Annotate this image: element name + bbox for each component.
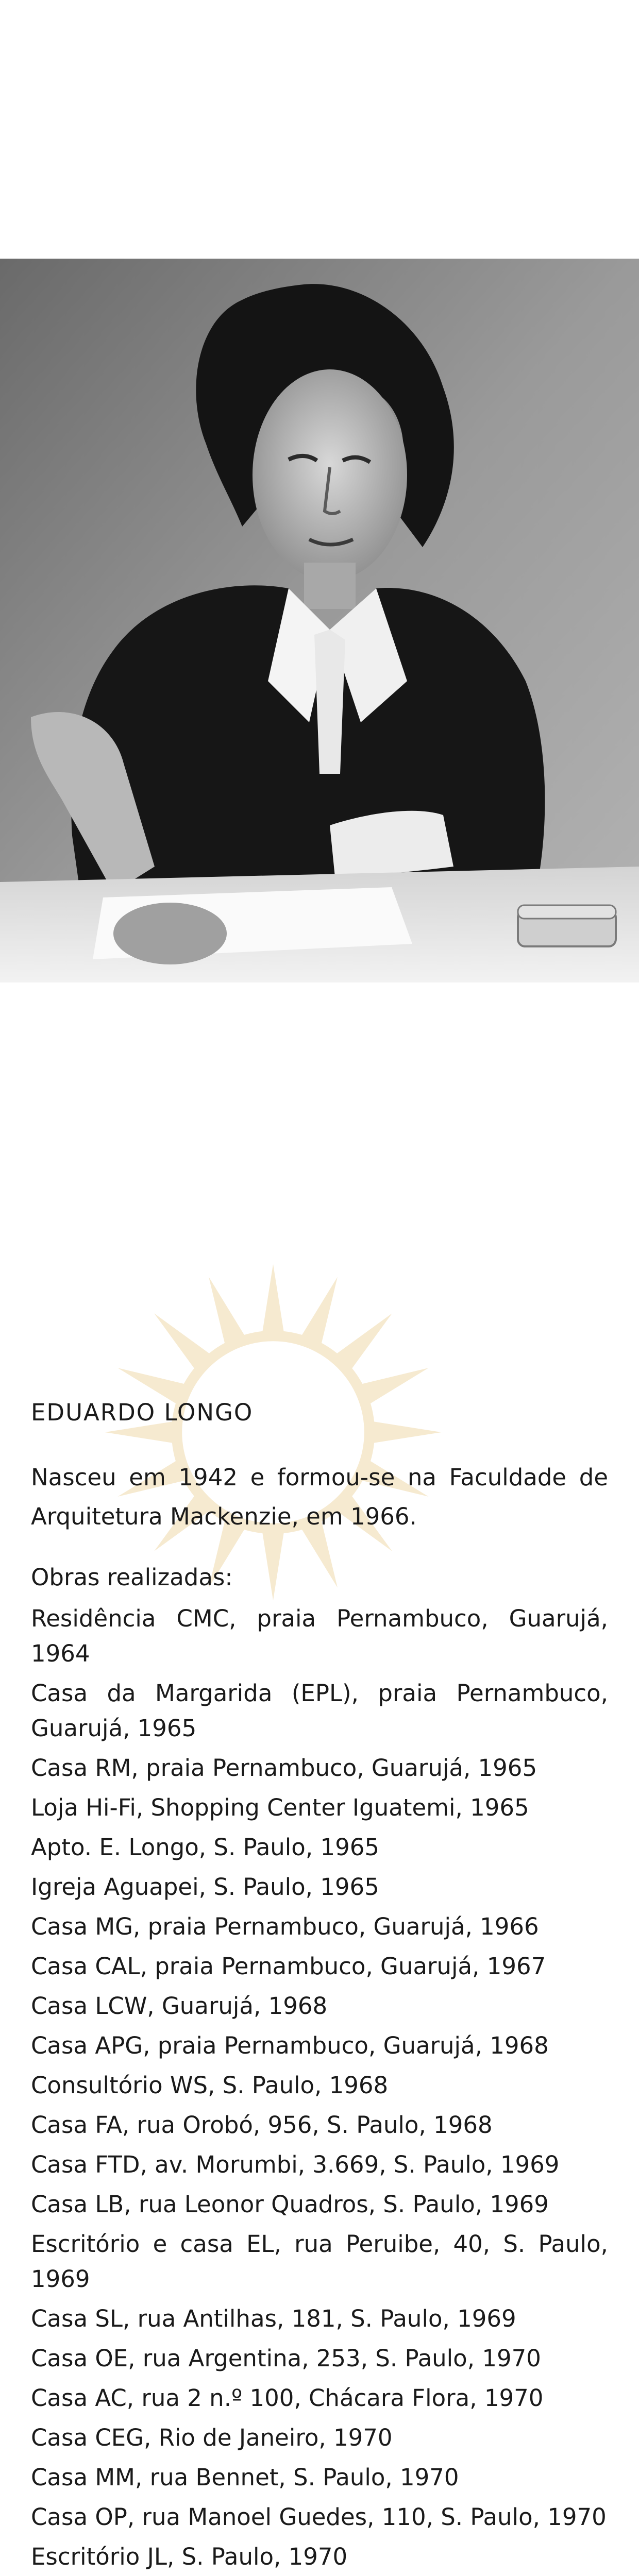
work-item: Casa LCW, Guarujá, 1968 — [31, 1992, 328, 2020]
work-item: Igreja Aguapei, S. Paulo, 1965 — [31, 1873, 379, 1901]
work-item: Escritório JL, S. Paulo, 1970 — [31, 2543, 348, 2570]
work-item: Consultório WS, S. Paulo, 1968 — [31, 2072, 389, 2099]
work-item: Residência CMC, praia Pernambuco, Guarujá, 1964 — [31, 1605, 608, 1667]
work-item: Casa OP, rua Manoel Guedes, 110, S. Paulo, 1970 — [31, 2503, 607, 2531]
work-item: Casa FTD, av. Morumbi, 3.669, S. Paulo, 1969 — [31, 2151, 560, 2178]
work-item: Casa CAL, praia Pernambuco, Guarujá, 1967 — [31, 1953, 546, 1980]
work-item: Loja Hi-Fi, Shopping Center Iguatemi, 1965 — [31, 1794, 529, 1821]
work-item: Casa LB, rua Leonor Quadros, S. Paulo, 1969 — [31, 2191, 549, 2218]
architect-portrait-photo — [0, 259, 639, 982]
work-item: Casa AC, rua 2 n.º 100, Chácara Flora, 1970 — [31, 2384, 544, 2412]
work-item: Casa APG, praia Pernambuco, Guarujá, 1968 — [31, 2032, 549, 2059]
work-item: Casa MM, rua Bennet, S. Paulo, 1970 — [31, 2464, 459, 2491]
works-heading: Obras realizadas: — [31, 1564, 233, 1591]
work-item: Escritório e casa EL, rua Peruibe, 40, S. Paulo, 1969 — [31, 2230, 608, 2293]
work-item: Casa OE, rua Argentina, 253, S. Paulo, 1970 — [31, 2345, 541, 2372]
work-item: Casa CEG, Rio de Janeiro, 1970 — [31, 2424, 393, 2451]
work-item: Casa FA, rua Orobó, 956, S. Paulo, 1968 — [31, 2111, 493, 2139]
portrait-illustration — [0, 259, 639, 982]
works-list — [31, 1601, 608, 2576]
work-item: Apto. E. Longo, S. Paulo, 1965 — [31, 1834, 379, 1861]
sunburst-watermark — [98, 1257, 448, 1607]
work-item: Casa SL, rua Antilhas, 181, S. Paulo, 1969 — [31, 2305, 516, 2332]
author-name: EDUARDO LONGO — [31, 1399, 254, 1426]
author-biography: Nasceu em 1942 e formou-se na Faculdade de Arquitetura Mackenzie, em 1966. — [31, 1464, 608, 1530]
work-item: Casa MG, praia Pernambuco, Guarujá, 1966 — [31, 1913, 539, 1940]
work-item: Casa da Margarida (EPL), praia Pernambuco, Guarujá, 1965 — [31, 1680, 608, 1742]
work-item: Casa RM, praia Pernambuco, Guarujá, 1965 — [31, 1754, 537, 1782]
